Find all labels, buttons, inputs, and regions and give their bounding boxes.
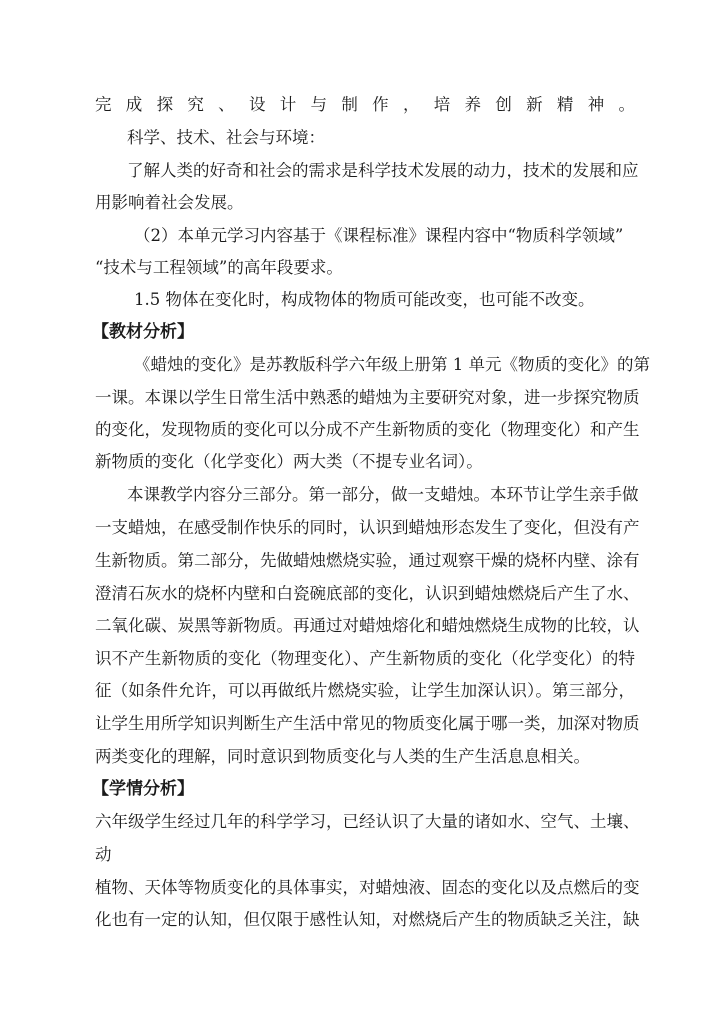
text-line: 《蜡烛的变化》是苏教版科学六年级上册第 1 单元《物质的变化》的第 (134, 355, 650, 374)
text-line: 的变化，发现物质的变化可以分成不产生新物质的变化（物理变化）和产生 (95, 420, 640, 439)
text-line: 两类变化的理解，同时意识到物质变化与人类的生产生活息息相关。 (95, 747, 590, 766)
text-line: 植物、天体等物质变化的具体事实，对蜡烛液、固态的变化以及点燃后的变 (95, 878, 640, 897)
text-line: 了解人类的好奇和社会的需求是科学技术发展的动力，技术的发展和应 (127, 161, 639, 180)
text-line: 本课教学内容分三部分。第一部分，做一支蜡烛。本环节让学生亲手做 (127, 485, 639, 504)
text-line: 1.5 物体在变化时，构成物体的物质可能改变，也可能不改变。 (134, 290, 595, 309)
text-line: 生新物质。第二部分，先做蜡烛燃烧实验，通过观察干燥的烧杯内壁、涂有 (95, 551, 640, 570)
text-line: 一支蜡烛，在感受制作快乐的同时，认识到蜡烛形态发生了变化，但没有产 (95, 518, 640, 537)
section-heading-textbook: 【教材分析】 (92, 322, 194, 342)
text-line: 完成探究、设计与制作，培养创新精神。 (95, 95, 635, 114)
text-line: 化也有一定的认知，但仅限于感性认知，对燃烧后产生的物质缺乏关注，缺 (95, 910, 640, 929)
text-line: 二氧化碳、炭黑等新物质。再通过对蜡烛熔化和蜡烛燃烧生成物的比较，认 (95, 616, 640, 635)
text-line: 一课。本课以学生日常生活中熟悉的蜡烛为主要研究对象，进一步探究物质 (95, 388, 640, 407)
text-line: 动 (95, 845, 112, 864)
text-line: （2）本单元学习内容基于《课程标准》课程内容中“物质科学领域” (134, 226, 624, 245)
text-line: 征（如条件允许，可以再做纸片燃烧实验，让学生加深认识）。第三部分， (95, 681, 635, 700)
text-line: 识不产生新物质的变化（物理变化）、产生新物质的变化（化学变化）的特 (95, 649, 635, 668)
text-line: 澄清石灰水的烧杯内壁和白瓷碗底部的变化，认识到蜡烛燃烧后产生了水、 (95, 584, 640, 603)
text-line: 让学生用所学知识判断生产生活中常见的物质变化属于哪一类，加深对物质 (95, 714, 640, 733)
text-line: 用影响着社会发展。 (95, 193, 244, 212)
text-line: 科学、技术、社会与环境： (127, 128, 325, 147)
text-line: “技术与工程领域”的高年段要求。 (95, 258, 343, 277)
text-line: 六年级学生经过几年的科学学习，已经认识了大量的诸如水、空气、土壤、 (95, 812, 640, 831)
section-heading-students: 【学情分析】 (92, 779, 194, 799)
text-line: 新物质的变化（化学变化）两大类（不提专业名词）。 (95, 452, 483, 471)
